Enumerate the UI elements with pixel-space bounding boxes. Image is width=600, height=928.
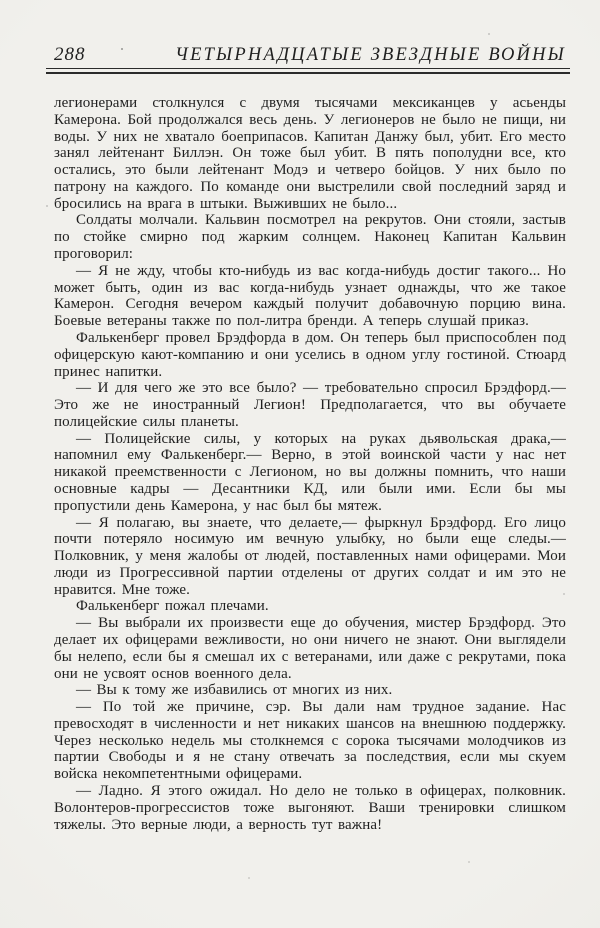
running-title: ЧЕТЫРНАДЦАТЫЕ ЗВЕЗДНЫЕ ВОЙНЫ [175,45,566,65]
page-number: 288 [54,44,86,65]
scan-speck [468,861,470,863]
paragraph: легионерами столкнулся с двумя тысячами мексиканцев у асьенды Камерона. Бой продолжался весь день. У легионеров не было не пищи, ни воды. У них не хватало боеприпасов. Капитан Данжу был, убит. Его место занял лейтенант Биллэн. Он тоже был убит. В пять пополудни все, кто остались, это были лейтенант Модэ и четверо бойцов. У них было по патрону на каждого. По команде они выстрелили свой последний заряд и бросились на врага в штыки. Выживших не было... [54,95,566,212]
paragraph: — Полицейские силы, у которых на руках дьявольская драка,— напомнил ему Фалькенберг.— Верно, в этой воинской части у нас нет никакой преемственности с Легионом, но вы должны помнить, что наши основные кадры — Десантники КД, или были ими. Если бы мы пропустили день Камерона, у нас был бы мятеж. [54,430,566,514]
paragraph: — Ладно. Я этого ожидал. Но дело не только в офицерах, полковник. Волонтеров-прогрессистов тоже выгоняют. Ваши тренировки слишком тяжелы. Это верные люди, а верность тут важна! [54,783,566,833]
paragraph: — Я полагаю, вы знаете, что делаете,— фыркнул Брэдфорд. Его лицо почти потеряло носимую им вечную улыбку, но были еще следы.— Полковник, у меня жалобы от людей, поставленных нами офицерами. Мои люди из Прогрессивной партии отделены от других солдат и им это не нравится. Мне тоже. [54,514,566,598]
header-rule [46,68,570,74]
scan-speck [121,48,123,50]
scan-speck [488,33,490,35]
paragraph: Солдаты молчали. Кальвин посмотрел на рекрутов. Они стояли, застыв по стойке смирно под жарким солнцем. Наконец Капитан Кальвин проговорил: [54,212,566,263]
scan-speck [248,877,250,879]
text-block [54,95,566,833]
page-header [54,44,566,66]
paragraph: — Я не жду, чтобы кто-нибудь из вас когда-нибудь достиг такого... Но может быть, один из вас когда-нибудь узнает однажды, что же такое Камерон. Сегодня вечером каждый получит добавочную порцию вина. Боевые ветераны также по пол-литра бренди. А теперь слушай приказ. [54,262,566,330]
paragraph: — Вы к тому же избавились от многих из них. [76,682,393,699]
scan-speck [563,593,565,595]
paragraph: — И для чего же это все было? — требовательно спросил Брэдфорд.— Это же не иностранный Легион! Предполагается, что вы обучаете полицейские силы планеты. [54,380,566,430]
paragraph: Фалькенберг провел Брэдфорда в дом. Он теперь был приспособлен под офицерскую кают-компанию и они уселись в одном углу гостиной. Стюард принес напитки. [54,329,566,380]
scan-speck [46,205,48,207]
paragraph: Фалькенберг пожал плечами. [76,598,269,615]
paragraph: — Вы выбрали их произвести еще до обучения, мистер Брэдфорд. Это делает их офицерами вежливости, но они ничего не знают. Они выглядели бы нелепо, если бы я смешал их с ветеранами, или даже с рекрутами, пока они не усвоят основ военного дела. [54,615,566,682]
paragraph: — По той же причине, сэр. Вы дали нам трудное задание. Нас превосходят в численности и нет никаких шансов на внешнюю поддержку. Через несколько недель мы столкнемся с сорока тысячами молодчиков из партии Свободы и я не стану отвечать за последствия, если мы скуем войска некомпетентными офицерами. [54,699,566,783]
